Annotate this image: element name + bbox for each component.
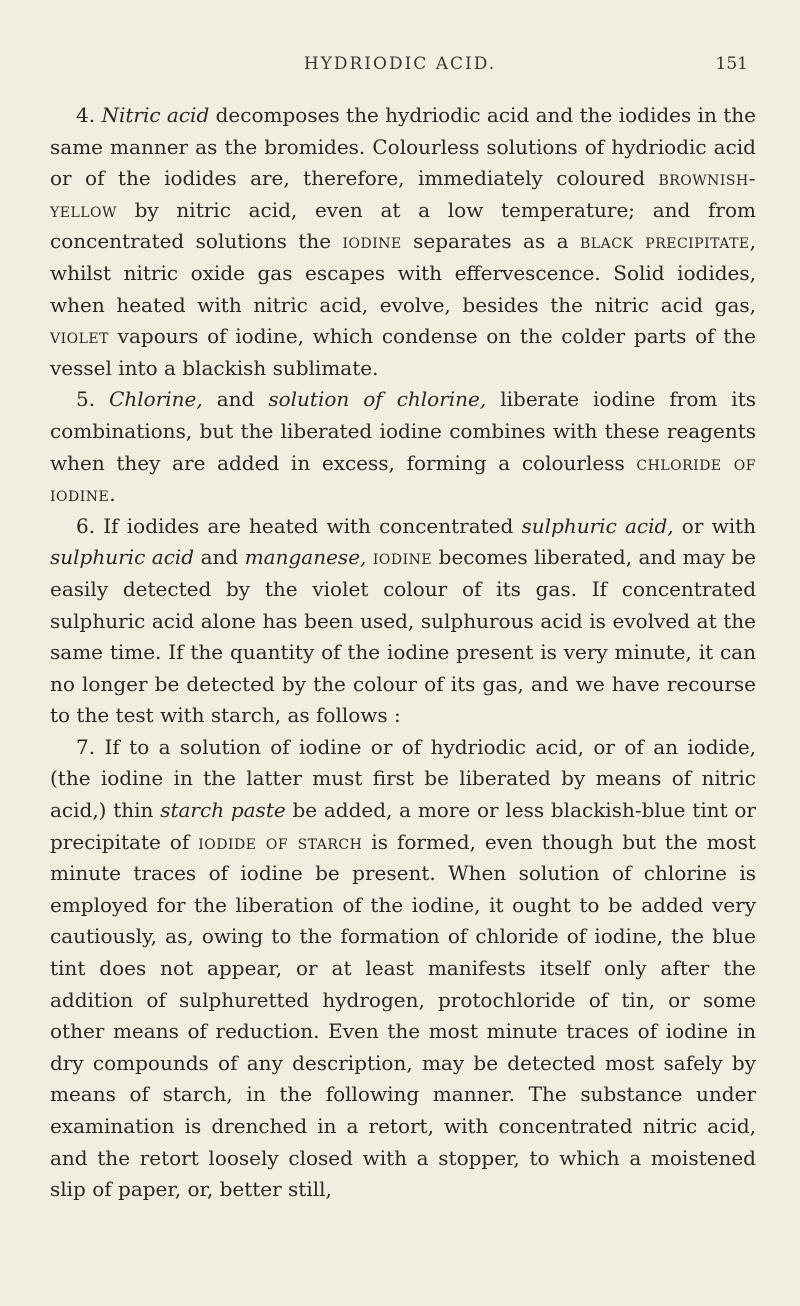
paragraph-5	[50, 384, 756, 510]
paragraph-text	[50, 103, 756, 380]
text-run: If to a solution of iodine or of hydriodic acid, or of an iodide, (the iodine in the latter must first be liberated by means of nitric acid,) thin	[50, 734, 757, 823]
text-run: becomes liberated, and may be easily detected by the violet colour of its gas. If concentrated sulphuric acid alone has been used, sulphurous acid is evolved at the same time. If the quantity of the iodine present is very minute, it can no longer be detected by the colour of its gas, and we have recourse to the test with starch, as follows :	[50, 545, 756, 728]
small-caps-term: brownish-yellow	[50, 166, 756, 222]
page-number: 151	[715, 54, 748, 74]
small-caps-term: iodine	[342, 229, 402, 254]
paragraph-number: 7.	[76, 734, 96, 759]
paragraph-number: 5.	[76, 387, 96, 412]
italic-term: starch paste	[160, 798, 286, 823]
small-caps-term: iodine	[372, 545, 433, 570]
paragraph-text	[50, 387, 756, 506]
running-title: HYDRIODIC ACID.	[303, 54, 497, 74]
body-text	[50, 100, 756, 1206]
italic-term: solution of chlorine,	[268, 387, 487, 412]
italic-term: Nitric acid	[101, 103, 210, 127]
text-run: decomposes the hydriodic acid and the iodides in the same manner as the bromides. Colourless solutions of hydriodic acid or of the iodides are, therefore, immediately coloured	[50, 103, 757, 191]
text-run: If iodides are heated with concentrated	[103, 513, 522, 538]
text-run: by nitric acid, even at a low temperature; and from concentrated solutions the	[50, 197, 756, 254]
paragraph-4	[50, 100, 756, 384]
small-caps-term: iodide of starch	[198, 829, 363, 854]
text-run: vapours of iodine, which condense on the colder parts of the vessel into a blackish sublimate.	[50, 324, 756, 380]
paragraph-text	[50, 514, 756, 728]
text-run: separates as a	[401, 229, 580, 254]
italic-term: sulphuric acid,	[521, 513, 674, 538]
text-run: liberate iodine from its combinations, but the liberated iodine combines with these reagents when they are added in excess, forming a colourless	[50, 387, 757, 475]
text-run: is formed, even though but the most minute traces of iodine be present. When solution of chlorine is employed for the liberation of the iodine, it ought to be added very cautiously, as, owing to the formation of chloride of iodine, the blue tint does not appear, or at least manifests itself only after the addition of sulphuretted hydrogen, protochloride of tin, or some other means of reduction. Even the most minute traces of iodine in dry compounds of any description, may be detected most safely by means of starch, in the following manner. The substance under examination is drenched in a retort, with concentrated nitric acid, and the retort loosely closed with a stopper, to which a moistened slip of paper, or, better still,	[50, 829, 756, 1202]
small-caps-term: violet	[50, 324, 109, 349]
text-run: and	[202, 387, 269, 412]
text-run: or with	[673, 513, 757, 538]
italic-term: manganese,	[244, 545, 367, 570]
paragraph-number: 6.	[76, 513, 96, 538]
text-run: be added, a more or less blackish-blue tint or precipitate of	[50, 798, 756, 854]
text-run: and	[194, 545, 245, 570]
text-run: , whilst nitric oxide gas escapes with effervescence. Solid iodides, when heated with nitric acid, evolve, besides the nitric acid gas,	[50, 229, 757, 317]
italic-term: sulphuric acid	[50, 545, 195, 570]
text-run: .	[109, 482, 116, 507]
paragraph-text	[50, 735, 756, 1201]
paragraph-number: 4.	[76, 103, 96, 127]
paragraph-7	[50, 732, 756, 1206]
small-caps-term: chloride of iodine	[50, 450, 756, 507]
paragraph-6	[50, 511, 756, 732]
italic-term: Chlorine,	[109, 387, 203, 412]
small-caps-term: black precipitate	[580, 229, 750, 254]
